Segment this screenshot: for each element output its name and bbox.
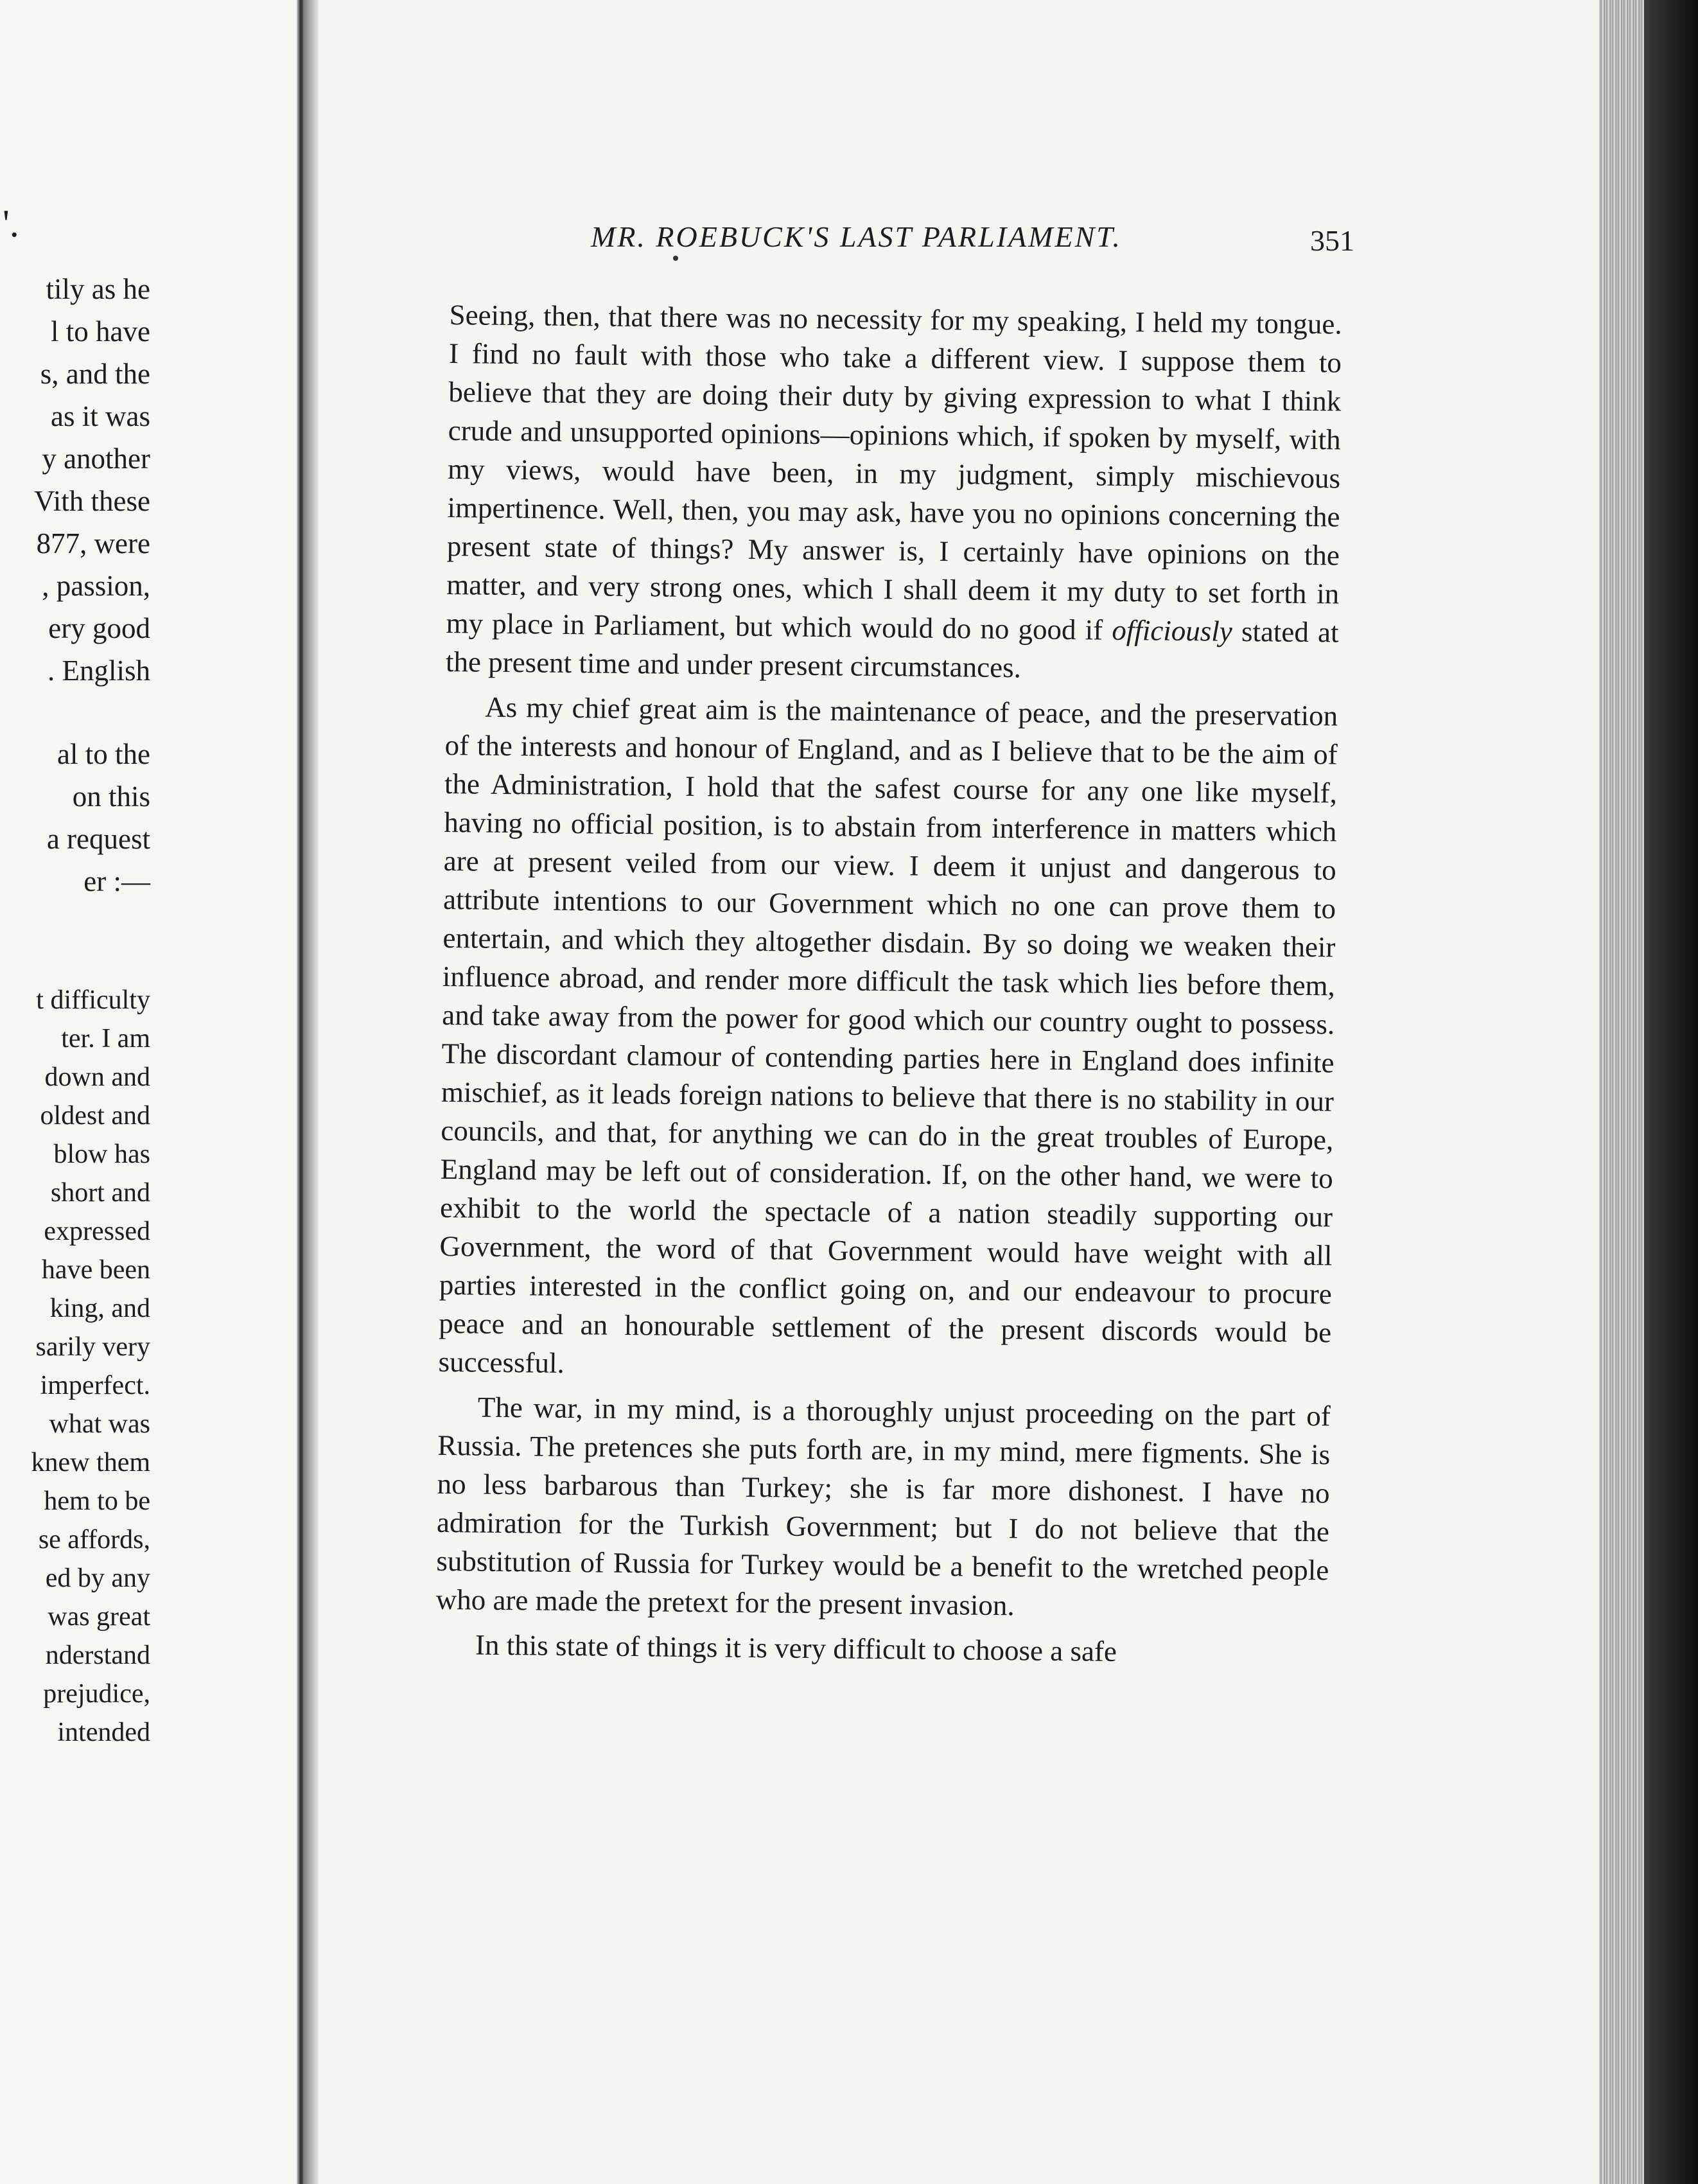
left-page-line: have been [41,1255,150,1285]
left-page-line: s, and the [40,358,150,390]
left-page-line: down and [44,1062,150,1092]
left-page-line: on this [72,780,150,813]
paragraph: The war, in my mind, is a thoroughly unjust proceeding on the part of Russia. The pretences she puts forth are, in my mind, mere figments. She is no less barbarous than Turkey; she is far more dishonest. I have no admiration for the Turkish Government; but I do not believe that the substitution of Russia for Turkey would be a benefit to the wretched people who are made the pretext for the present invasion. [435,1391,1331,1622]
left-page-fragment [0,0,302,2184]
left-page-line: oldest and [40,1101,150,1131]
left-page-line: intended [57,1718,150,1747]
page-block-shadow [1644,0,1698,2184]
left-page-line: . English [47,655,150,687]
left-page-line: short and [50,1178,150,1208]
paragraph [446,295,1342,691]
left-page-line: ery good [48,612,150,644]
ink-speck [673,256,678,261]
left-page-line: expressed [44,1217,150,1246]
book-gutter [303,0,319,2184]
paragraph-text: stated at the present time and under present circumstances. [445,615,1339,684]
left-page-line: sarily very [35,1332,150,1362]
left-page-mark: '. [3,202,19,245]
left-page-line: what was [49,1409,150,1439]
left-page-line: blow has [53,1140,150,1169]
page-number: 351 [1310,224,1354,257]
left-page-line: t difficulty [36,985,150,1015]
left-page-line: y another [42,443,150,475]
paragraph-text: Seeing, then, that there was no necessity for my speaking, I held my tongue. I find no fault with those who take a different view. I suppose them to believe that they are doing their duty by giving expression to what I think crude and unsupported opinions—opinions which, if spoken by myself, with my views, would have been, in my judgment, simply mischievous impertinence. Well, then, you may ask, have you no opinions concerning the present state of things? My answer is, I certainly have opinions on the matter, and very strong ones, which I shall deem it my duty to set forth in my place in Parliament, but which would do no good if [446,298,1342,646]
left-page-edge [297,0,303,2184]
left-page-line: imperfect. [40,1371,150,1400]
left-page-line: prejudice, [43,1679,150,1709]
left-page-line: al to the [57,738,150,770]
left-page-line: was great [48,1602,150,1632]
left-page-line: ed by any [45,1563,150,1593]
body-text [435,295,1342,1679]
left-page-line: l to have [51,315,150,348]
left-page-line: se affords, [38,1525,150,1554]
running-head: MR. ROEBUCK'S LAST PARLIAMENT. [591,220,1122,253]
left-page-line: nderstand [45,1641,150,1670]
left-page-line: knew them [31,1448,150,1477]
left-page-line: hem to be [44,1486,150,1516]
left-page-line: a request [46,823,150,855]
left-page-line: Vith these [33,485,150,517]
left-page-line: er :— [83,865,150,897]
left-page-line: as it was [51,400,150,432]
left-page-line: 877, were [36,527,150,559]
left-page-line: king, and [49,1294,150,1323]
left-page-line: ter. I am [61,1024,150,1053]
paragraph: In this state of things it is very difficult to choose a safe [475,1628,1117,1668]
left-page-line: tily as he [46,273,150,305]
italic-word: officiously [1112,613,1233,647]
left-page-line: , passion, [42,570,150,602]
paragraph: As my chief great aim is the maintenance of peace, and the preservation of the interests and honour of England, and as I believe that to be the aim of the Administration, I hold that the safest course for any one like myself, having no official position, is to abstain from interference in matters which are at present veiled from our view. I deem it unjust and dangerous to attribute intentions to our Government which no one can prove them to entertain, and which they altogether disdain. By so doing we weaken their influence abroad, and render more difficult the task which lies before them, and take away from the power for good which our country ought to possess. The discordant clamour of contending parties here in England does infinite mischief, as it leads foreign nations to believe that there is no stability in our councils, and that, for anything we can do in the great troubles of Europe, England may be left out of consideration. If, on the other hand, we were to exhibit to the world the spectacle of a nation steadily supporting our Government, the word of that Government would have weight with all parties interested in the conflict going on, and our endeavour to procure peace and an honourable settlement of the present discords would be successful. [438,691,1338,1379]
